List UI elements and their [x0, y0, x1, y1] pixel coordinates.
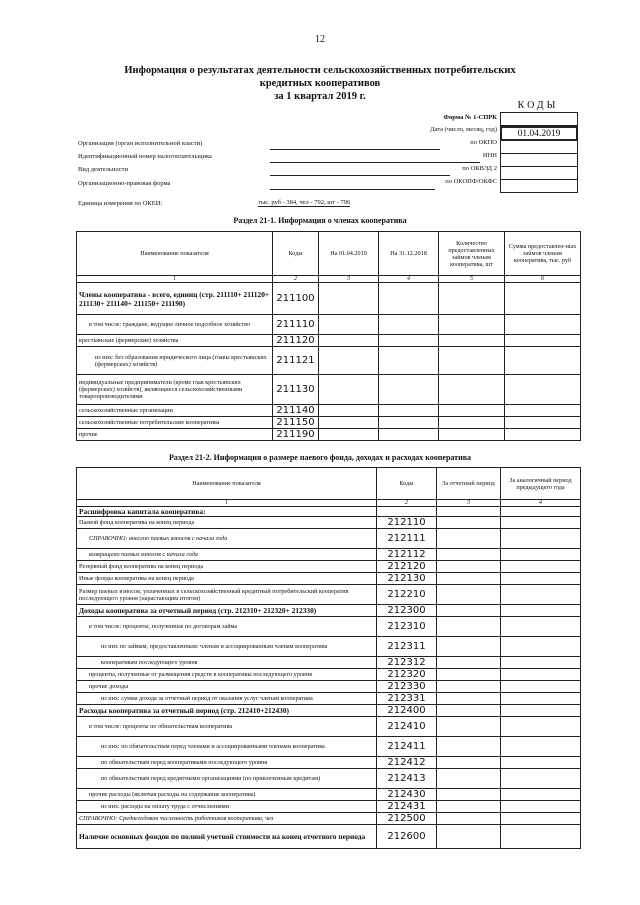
value-cell[interactable] — [379, 315, 439, 335]
row-name: проценты, полученные от размещения средств в кооперативы последующего уровня — [77, 669, 377, 681]
value-cell[interactable] — [501, 617, 581, 637]
value-cell[interactable] — [437, 825, 501, 849]
unit-value: тыс. руб - 384, чел - 792, шт - 796 — [258, 199, 351, 206]
value-cell[interactable] — [501, 549, 581, 561]
row-name: в том числе: проценты по обязательствам кооператива — [77, 717, 377, 737]
s1-colnum: 2 — [273, 276, 319, 283]
value-cell[interactable] — [501, 669, 581, 681]
value-cell[interactable] — [379, 335, 439, 347]
row-name: крестьянские (фермерские) хозяйства — [77, 335, 273, 347]
row-code: 212110 — [377, 517, 437, 529]
table-row — [77, 315, 581, 335]
row-name: Резервный фонд кооператива на конец периода — [77, 561, 377, 573]
row-name: кооперативам последующего уровня — [77, 657, 377, 669]
value-cell[interactable] — [379, 375, 439, 405]
row-code: 212330 — [377, 681, 437, 693]
s2-colnum: 4 — [501, 500, 581, 507]
row-code: 212312 — [377, 657, 437, 669]
org-label: Организация (орган исполнительной власти) — [78, 140, 203, 147]
row-code: 212111 — [377, 529, 437, 549]
table-row — [77, 737, 581, 757]
s1-colnum: 1 — [77, 276, 273, 283]
value-cell[interactable] — [439, 283, 505, 315]
value-cell[interactable] — [319, 375, 379, 405]
s1-colnum: 6 — [505, 276, 581, 283]
value-cell[interactable] — [505, 335, 581, 347]
value-cell[interactable] — [319, 405, 379, 417]
s1-header-date1: На 01.04.2019 — [319, 232, 379, 276]
code-date: 01.04.2019 — [500, 126, 578, 141]
value-cell[interactable] — [501, 737, 581, 757]
value-cell[interactable] — [437, 693, 501, 705]
value-cell[interactable] — [437, 561, 501, 573]
page-number: 12 — [315, 34, 325, 45]
row-name: из них по займам, предоставленным: членам и ассоциированным членам кооператива — [77, 637, 377, 657]
table-row — [77, 669, 581, 681]
table-row — [77, 561, 581, 573]
row-code: 212412 — [377, 757, 437, 769]
value-cell[interactable] — [437, 737, 501, 757]
value-cell[interactable] — [319, 315, 379, 335]
form-title — [100, 64, 540, 103]
section1-title: Раздел 21-1. Информация о членах кооператива — [233, 216, 407, 225]
value-cell[interactable] — [437, 657, 501, 669]
codes-box — [500, 112, 578, 193]
activity-label: Вид деятельности — [78, 166, 128, 173]
table-row — [77, 789, 581, 801]
row-name: прочие доходы — [77, 681, 377, 693]
table-row — [77, 717, 581, 737]
value-cell[interactable] — [439, 315, 505, 335]
row-name: индивидуальные предприниматели (кроме глав крестьянских (фермерских) хозяйств), являющиеся сельскохозяйственными товаропроизводителями — [77, 375, 273, 405]
row-name: из них: по обязательствам перед членами и ассоциированными членами кооператива — [77, 737, 377, 757]
value-cell[interactable] — [379, 429, 439, 441]
row-code: 211150 — [273, 417, 319, 429]
table-row — [77, 529, 581, 549]
row-name: возвращено паевых взносов с начала года — [77, 549, 377, 561]
value-cell[interactable] — [501, 573, 581, 585]
value-cell[interactable] — [437, 637, 501, 657]
code-inn — [500, 154, 578, 167]
legal-form-line — [270, 189, 435, 190]
value-cell[interactable] — [437, 813, 501, 825]
value-cell[interactable] — [437, 669, 501, 681]
value-cell[interactable] — [501, 605, 581, 617]
row-code: 211140 — [273, 405, 319, 417]
value-cell[interactable] — [501, 693, 581, 705]
row-code: 212331 — [377, 693, 437, 705]
row-name: из них: без образования юридического лица (главы крестьянских (фермерских) хозяйств) — [77, 347, 273, 375]
value-cell[interactable] — [437, 757, 501, 769]
value-cell[interactable] — [439, 417, 505, 429]
row-name: по обязательствам перед кредитными организациями (по привлеченным кредитам) — [77, 769, 377, 789]
row-code: 212311 — [377, 637, 437, 657]
row-code: 212600 — [377, 825, 437, 849]
value-cell[interactable] — [501, 789, 581, 801]
value-cell[interactable] — [501, 769, 581, 789]
value-cell[interactable] — [437, 705, 501, 717]
row-code — [377, 507, 437, 517]
row-name: в том числе: граждане, ведущие личное подсобное хозяйство — [77, 315, 273, 335]
value-cell[interactable] — [505, 429, 581, 441]
value-cell[interactable] — [505, 375, 581, 405]
value-cell[interactable] — [505, 315, 581, 335]
row-name: из них: сумма дохода за отчетный период от оказания услуг членам кооператива — [77, 693, 377, 705]
table-row — [77, 335, 581, 347]
inn-line — [270, 162, 480, 163]
value-cell[interactable] — [501, 705, 581, 717]
title-line-1: Информация о результатах деятельности сельскохозяйственных потребительских — [124, 65, 516, 76]
value-cell[interactable] — [437, 681, 501, 693]
s1-header-date2: На 31.12.2018 — [379, 232, 439, 276]
table-row — [77, 405, 581, 417]
value-cell[interactable] — [501, 517, 581, 529]
value-cell[interactable] — [501, 585, 581, 605]
value-cell[interactable] — [439, 335, 505, 347]
table-row — [77, 813, 581, 825]
row-code: 212130 — [377, 573, 437, 585]
table-row — [77, 347, 581, 375]
value-cell[interactable] — [437, 507, 501, 517]
row-code: 212431 — [377, 801, 437, 813]
row-code: 211110 — [273, 315, 319, 335]
value-cell[interactable] — [439, 429, 505, 441]
table-row — [77, 801, 581, 813]
value-cell[interactable] — [505, 405, 581, 417]
code-okopf — [500, 180, 578, 193]
row-name: Члены кооператива - всего, единиц (стр. 211110+ 211120+ 211130+ 211140+ 211150+ 211190) — [77, 283, 273, 315]
table-row — [77, 637, 581, 657]
table-row — [77, 681, 581, 693]
s1-header-name: Наименование показателя — [77, 232, 273, 276]
value-cell[interactable] — [379, 417, 439, 429]
row-code: 212112 — [377, 549, 437, 561]
table-row — [77, 757, 581, 769]
title-line-3: за 1 квартал 2019 г. — [274, 91, 366, 102]
table-row — [77, 705, 581, 717]
code-okpo — [500, 141, 578, 154]
row-name: по обязательствам перед кооперативами последующего уровня — [77, 757, 377, 769]
value-cell[interactable] — [437, 529, 501, 549]
value-cell[interactable] — [505, 417, 581, 429]
code-okved — [500, 167, 578, 180]
section2-title: Раздел 21-2. Информация о размере паевого фонда, доходах и расходах кооператива — [168, 453, 472, 462]
value-cell[interactable] — [439, 375, 505, 405]
s1-colnum: 5 — [439, 276, 505, 283]
value-cell[interactable] — [437, 517, 501, 529]
row-code: 211100 — [273, 283, 319, 315]
section2-table — [76, 467, 581, 849]
inn-full-label: Идентификационный номер налогоплательщика — [78, 153, 212, 160]
table-row — [77, 585, 581, 605]
row-code: 212413 — [377, 769, 437, 789]
s2-header-current: За отчетный период — [437, 468, 501, 500]
value-cell[interactable] — [501, 507, 581, 517]
activity-line — [270, 175, 450, 176]
value-cell[interactable] — [379, 347, 439, 375]
row-name: Паевой фонд кооператива на конец периода — [77, 517, 377, 529]
value-cell[interactable] — [437, 605, 501, 617]
row-name: Расшифровка капитала кооператива: — [77, 507, 377, 517]
table-row — [77, 617, 581, 637]
s1-header-code: Коды — [273, 232, 319, 276]
table-row — [77, 549, 581, 561]
row-code: 212411 — [377, 737, 437, 757]
value-cell[interactable] — [437, 769, 501, 789]
s2-header-previous: За аналогичный период предыдущего года — [501, 468, 581, 500]
value-cell[interactable] — [501, 825, 581, 849]
row-name: прочие — [77, 429, 273, 441]
value-cell[interactable] — [319, 429, 379, 441]
row-code: 212400 — [377, 705, 437, 717]
value-cell[interactable] — [501, 813, 581, 825]
table-row — [77, 517, 581, 529]
table-row — [77, 769, 581, 789]
s2-colnum: 3 — [437, 500, 501, 507]
value-cell[interactable] — [501, 801, 581, 813]
codes-header: КОДЫ — [517, 100, 559, 111]
value-cell[interactable] — [379, 283, 439, 315]
row-code: 212430 — [377, 789, 437, 801]
row-code: 211121 — [273, 347, 319, 375]
code-form — [500, 112, 578, 126]
table-row — [77, 825, 581, 849]
row-name: прочие расходы (включая расходы на содержание кооператива) — [77, 789, 377, 801]
row-code: 211190 — [273, 429, 319, 441]
value-cell[interactable] — [501, 657, 581, 669]
row-code: 212310 — [377, 617, 437, 637]
table-row — [77, 657, 581, 669]
row-name: Наличие основных фондов по полной учетной стоимости на конец отчетного периода — [77, 825, 377, 849]
value-cell[interactable] — [319, 417, 379, 429]
s2-colnum: 2 — [377, 500, 437, 507]
s1-colnum: 4 — [379, 276, 439, 283]
value-cell[interactable] — [501, 529, 581, 549]
table-row — [77, 375, 581, 405]
row-name: Иные фонды кооператива на конец периода — [77, 573, 377, 585]
table-row — [77, 283, 581, 315]
row-code: 211130 — [273, 375, 319, 405]
unit-label: Единица измерения по ОКЕИ: — [78, 200, 163, 207]
value-cell[interactable] — [437, 573, 501, 585]
value-cell[interactable] — [501, 717, 581, 737]
inn-label: ИНН — [482, 152, 497, 159]
value-cell[interactable] — [505, 347, 581, 375]
value-cell[interactable] — [379, 405, 439, 417]
value-cell[interactable] — [437, 789, 501, 801]
s1-header-loans-sum: Сумма предоставлен-ных займов членам кооператива, тыс. руб — [505, 232, 581, 276]
value-cell[interactable] — [437, 549, 501, 561]
value-cell[interactable] — [505, 283, 581, 315]
value-cell[interactable] — [437, 717, 501, 737]
table-row — [77, 693, 581, 705]
row-name: сельскохозяйственные потребительские кооперативы — [77, 417, 273, 429]
s1-header-loans-count: Количество предоставленных займов членам кооператива, шт — [439, 232, 505, 276]
row-name: из них: расходы на оплату труда с отчислениями — [77, 801, 377, 813]
form-number-label: Форма № 1-СПРК — [443, 114, 497, 121]
row-code: 211120 — [273, 335, 319, 347]
row-code: 212120 — [377, 561, 437, 573]
value-cell[interactable] — [437, 617, 501, 637]
row-code: 212320 — [377, 669, 437, 681]
row-name: Доходы кооператива за отчетный период (стр. 212310+ 212320+ 212330) — [77, 605, 377, 617]
row-name: в том числе: проценты, полученные по договорам займа — [77, 617, 377, 637]
table-row — [77, 605, 581, 617]
value-cell[interactable] — [501, 561, 581, 573]
table-row — [77, 417, 581, 429]
legal-form-label: Организационно-правовая форма — [78, 180, 171, 187]
table-row — [77, 573, 581, 585]
row-name: СПРАВОЧНО: Среднегодовая численность работников кооператива, чел — [77, 813, 377, 825]
title-line-2: кредитных кооперативов — [259, 78, 381, 89]
row-name: сельскохозяйственные организации — [77, 405, 273, 417]
date-label: Дата (число, месяц, год) — [430, 126, 497, 133]
section1-table — [76, 231, 581, 441]
okpo-label: по ОКПО — [470, 139, 497, 146]
s1-colnum: 3 — [319, 276, 379, 283]
value-cell[interactable] — [437, 585, 501, 605]
value-cell[interactable] — [439, 347, 505, 375]
s2-header-name: Наименование показателя — [77, 468, 377, 500]
table-row — [77, 429, 581, 441]
row-code: 212500 — [377, 813, 437, 825]
okopf-label: по ОКОПФ/ОКФС — [445, 178, 497, 185]
s2-colnum: 1 — [77, 500, 377, 507]
value-cell[interactable] — [319, 335, 379, 347]
value-cell[interactable] — [501, 681, 581, 693]
okved-label: по ОКВЭД 2 — [462, 165, 497, 172]
value-cell[interactable] — [437, 801, 501, 813]
row-code: 212210 — [377, 585, 437, 605]
value-cell[interactable] — [439, 405, 505, 417]
row-code: 212300 — [377, 605, 437, 617]
value-cell[interactable] — [319, 347, 379, 375]
row-code: 212410 — [377, 717, 437, 737]
s2-header-code: Коды — [377, 468, 437, 500]
value-cell[interactable] — [319, 283, 379, 315]
value-cell[interactable] — [501, 757, 581, 769]
value-cell[interactable] — [501, 637, 581, 657]
row-name: Расходы кооператива за отчетный период (стр. 212410+212430) — [77, 705, 377, 717]
row-name: СПРАВОЧНО: внесено паевых взносов с начала года — [77, 529, 377, 549]
org-line — [270, 149, 440, 150]
table-row — [77, 507, 581, 517]
row-name: Размер паевых взносов, уплаченных в сельскохозяйственный кредитный потребительский кооператив последующего уровня (нарастающим итогом) — [77, 585, 377, 605]
